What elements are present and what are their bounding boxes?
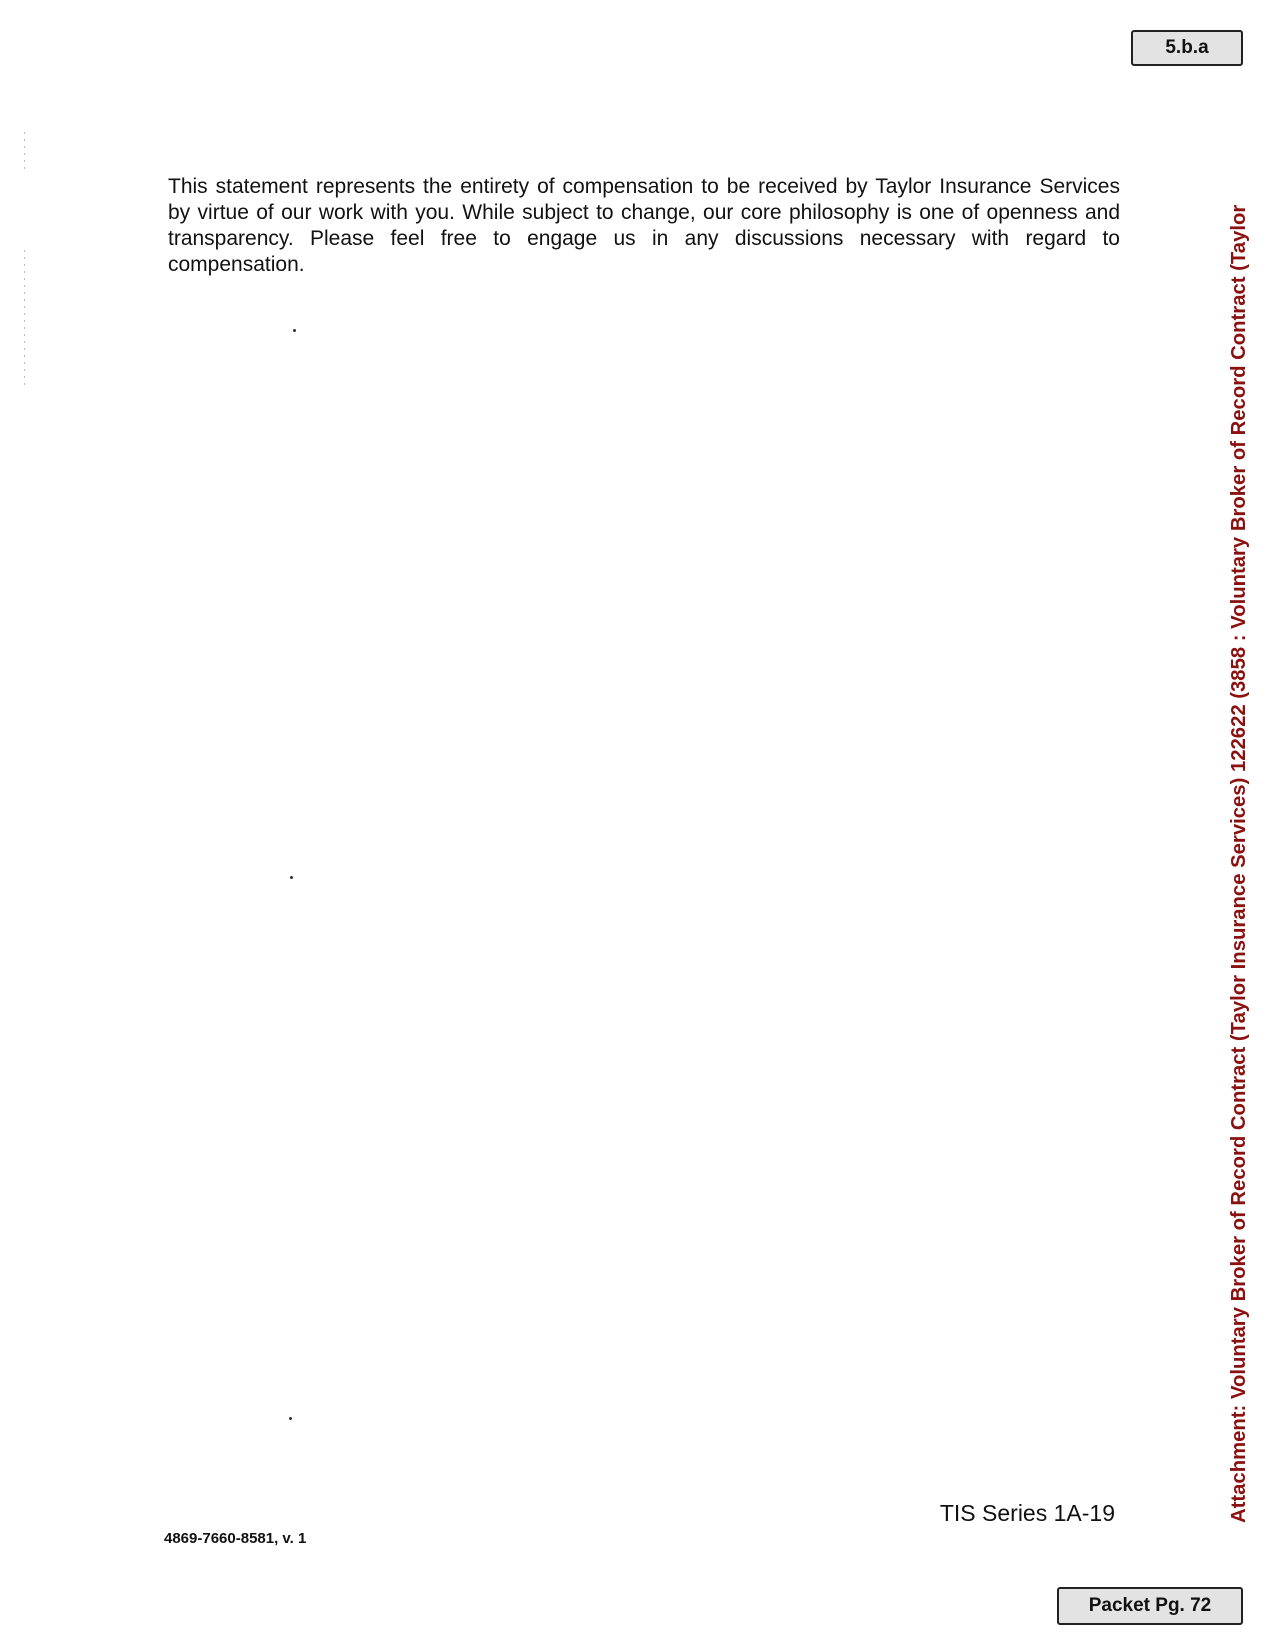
margin-scan-marks: [24, 132, 25, 172]
series-label: TIS Series 1A-19: [939, 1500, 1115, 1526]
agenda-item-label: 5.b.a: [1165, 37, 1209, 58]
packet-page-label: Packet Pg. 72: [1088, 1595, 1212, 1616]
compensation-statement: This statement represents the entirety of compensation to be received by Taylor Insurance Services by virtue of our work with you. While subject to change, our core philosophy is one of openness and transparency. Please feel free to engage us in any discussions necessary with regard to compensation.: [168, 175, 1120, 276]
scan-speck: [290, 876, 293, 879]
document-number: 4869-7660-8581, v. 1: [164, 1530, 307, 1547]
margin-scan-marks: [24, 250, 25, 390]
scan-speck: [289, 1417, 292, 1420]
agenda-item-badge: [1131, 30, 1243, 66]
scan-speck: [293, 329, 296, 332]
packet-page-badge: [1057, 1587, 1243, 1625]
attachment-label: Attachment: Voluntary Broker of Record Contract (Taylor Insurance Services) 122622 (3858 : Voluntary Broker of Record Contract (Taylor: [1228, 204, 1250, 1523]
